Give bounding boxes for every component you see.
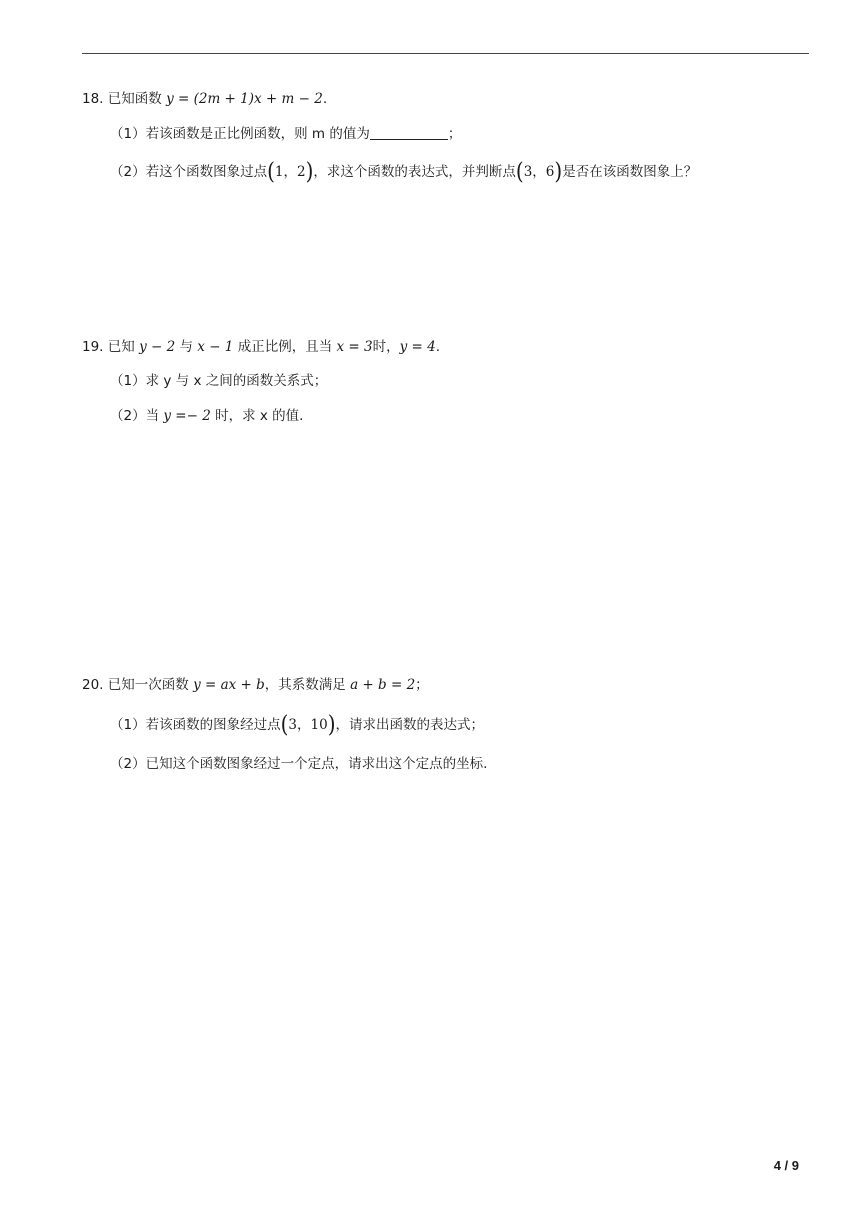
stem-text: 已知函数 bbox=[107, 91, 162, 107]
answer-blank bbox=[370, 125, 448, 140]
stem-text: 已知一次函数 bbox=[107, 677, 189, 693]
math-expression: y = 4 bbox=[399, 339, 436, 355]
paren-right: ) bbox=[554, 157, 563, 185]
stem-text: ； bbox=[415, 677, 429, 693]
point-coordinates: 1，2 bbox=[274, 164, 306, 180]
stem-text: 与 bbox=[179, 339, 193, 355]
paren-right: ) bbox=[305, 157, 314, 185]
paren-left: ( bbox=[515, 157, 524, 185]
part-text: ，请求出函数的表达式； bbox=[335, 717, 484, 733]
question-number: 19. bbox=[82, 339, 104, 355]
question-20-part-1 bbox=[110, 710, 484, 738]
stem-text: 成正比例，且当 bbox=[237, 339, 333, 355]
stem-text: 已知 bbox=[107, 339, 135, 355]
part-text: 时，求 x 的值. bbox=[215, 408, 304, 424]
question-18-stem bbox=[82, 89, 327, 109]
paren-right: ) bbox=[327, 710, 336, 738]
math-expression: y = ax + b bbox=[193, 677, 265, 693]
question-18-part-1 bbox=[110, 124, 461, 144]
stem-text: ，其系数满足 bbox=[264, 677, 346, 693]
question-20-stem bbox=[82, 675, 429, 695]
part-text: ； bbox=[447, 126, 462, 142]
math-expression: x − 1 bbox=[197, 339, 234, 355]
point-coordinates: 3，6 bbox=[523, 164, 555, 180]
part-text: （1）若该函数是正比例函数，则 m 的值为 bbox=[110, 126, 370, 142]
header-rule bbox=[82, 53, 809, 54]
page-number: 4 / 9 bbox=[773, 1158, 799, 1173]
question-19-part-1 bbox=[110, 371, 327, 391]
part-text: ，求这个函数的表达式，并判断点 bbox=[313, 164, 516, 180]
paren-left: ( bbox=[280, 710, 289, 738]
part-text: （1）若该函数的图象经过点 bbox=[110, 717, 281, 733]
part-text: （2）当 bbox=[110, 408, 160, 424]
math-expression: a + b = 2 bbox=[350, 677, 416, 693]
point-coordinates: 3，10 bbox=[288, 717, 328, 733]
part-text: （2）已知这个函数图象经过一个定点，请求出这个定点的坐标. bbox=[110, 756, 488, 772]
question-20-part-2 bbox=[110, 754, 487, 774]
part-text: （1）求 y 与 x 之间的函数关系式； bbox=[110, 373, 328, 389]
part-text: 是否在该函数图象上？ bbox=[562, 164, 698, 180]
part-text: （2）若这个函数图象过点 bbox=[110, 164, 268, 180]
question-19-stem bbox=[82, 337, 440, 357]
question-number: 20. bbox=[82, 677, 104, 693]
math-expression: y = (2m + 1)x + m − 2 bbox=[166, 91, 323, 107]
question-18-part-2 bbox=[110, 157, 698, 185]
math-expression: y =− 2 bbox=[163, 408, 211, 424]
math-expression: x = 3 bbox=[336, 339, 373, 355]
stem-text: 时， bbox=[372, 339, 400, 355]
stem-text: . bbox=[435, 339, 441, 355]
question-19-part-2 bbox=[110, 406, 303, 426]
paren-left: ( bbox=[267, 157, 275, 185]
question-number: 18. bbox=[82, 91, 104, 107]
math-expression: y − 2 bbox=[139, 339, 176, 355]
stem-text: . bbox=[322, 91, 328, 107]
